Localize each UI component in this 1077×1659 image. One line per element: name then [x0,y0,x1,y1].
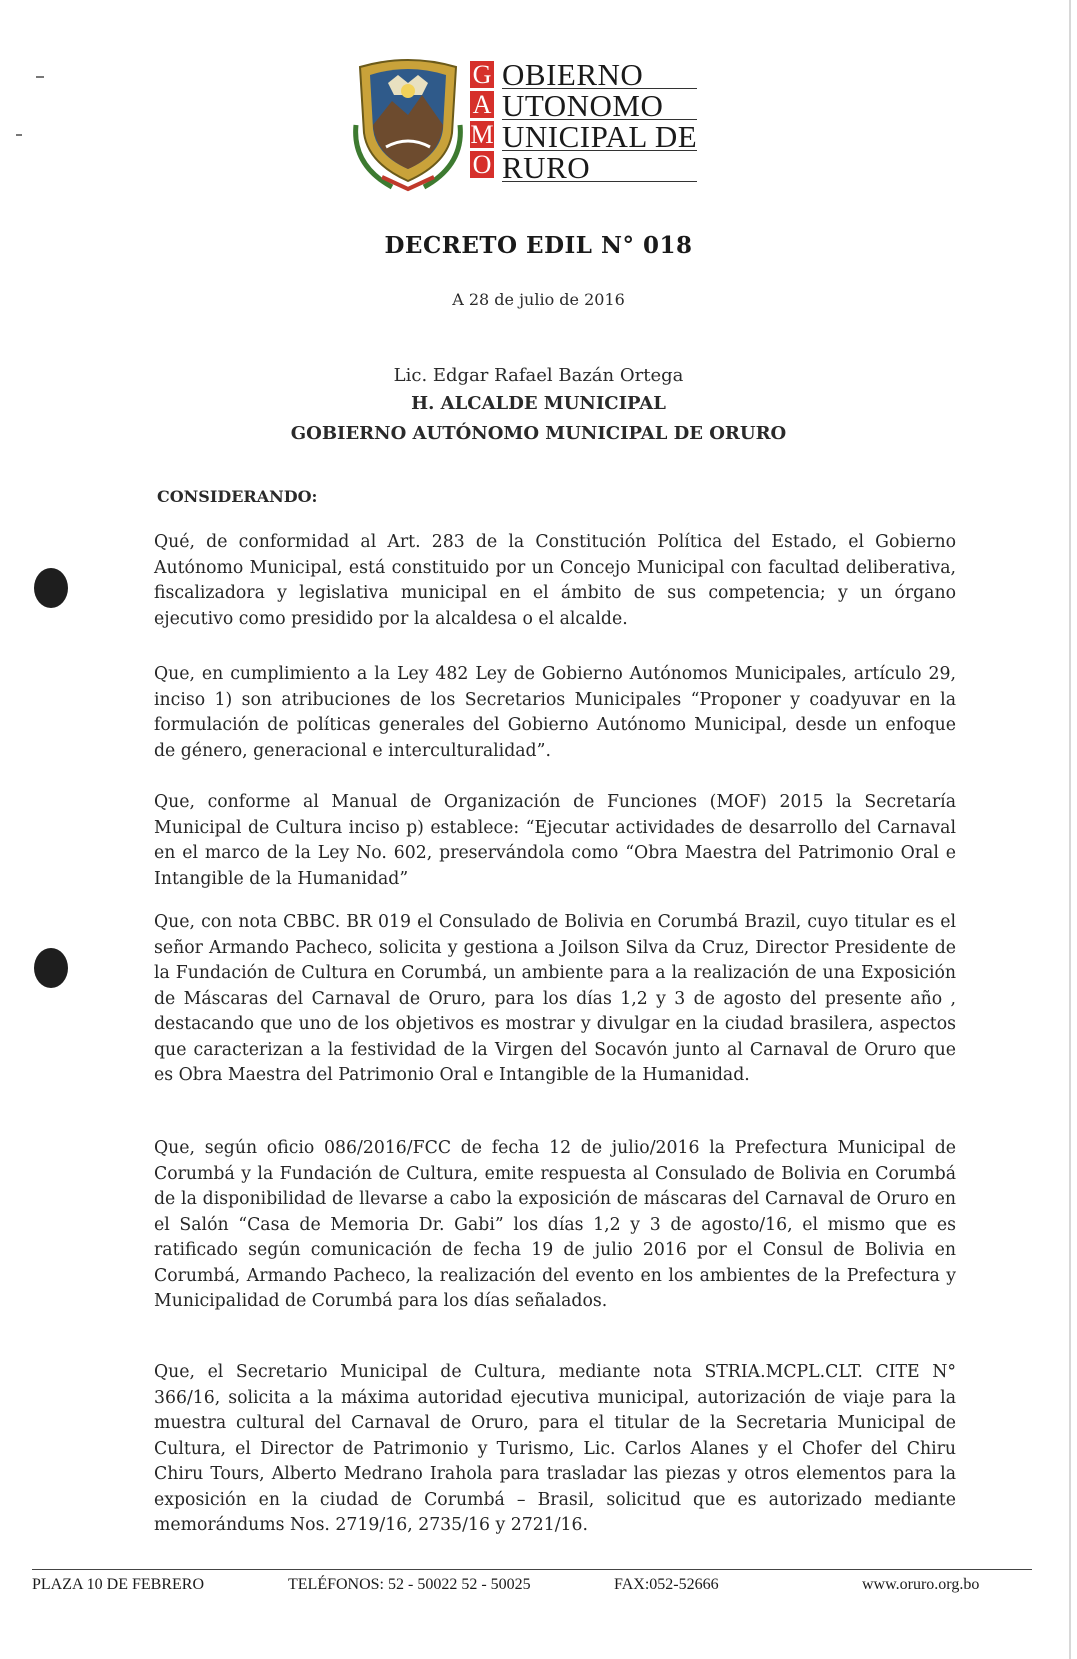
considerando-paragraph: Que, el Secretario Municipal de Cultura, mediante nota STRIA.MCPL.CLT. CITE N° 366/16, solicita a la máxima autoridad ejecutiva municipal, autorización de viaje para la muestra cultural del Carnaval de Oruro, para el titular de la Secretaria Municipal de Cultura, el Director de Patrimonio y Turismo, Lic. Carlos Alanes y el Chofer del Chiru Chiru Tours, Alberto Medrano Irahola para trasladar las piezas y otros elementos para la exposición en la ciudad de Corumbá – Brasil, solicitud que es autorizado mediante memorándums Nos. 2719/16, 2735/16 y 2721/16. [154,1362,956,1535]
coat-of-arms-icon [352,55,464,193]
gamo-letter: M [470,120,494,149]
considerando-paragraph: Que, conforme al Manual de Organización de Funciones (MOF) 2015 la Secretaría Municipal de Cultura inciso p) establece: “Ejecutar actividades de desarrollo del Carnaval en el marco de la Ley No. 602, preservándola como “Obra Maestra del Patrimonio Oral e Intangible de la Humanidad” [154,792,956,889]
gamo-letter: A [470,91,494,118]
authority-organization: GOBIERNO AUTÓNOMO MUNICIPAL DE ORURO [290,423,787,444]
gamo-acronym [470,61,498,181]
punch-hole-bottom [34,948,68,988]
considerando-paragraph: Que, con nota CBBC. BR 019 el Consulado de Bolivia en Corumbá Brazil, cuyo titular es el señor Armando Pacheco, solicita y gestiona a Joilson Silva da Cruz, Director Presidente de la Fundación de Cultura en Corumbá, un ambiente para a la realización de una Exposición de Máscaras del Carnaval de Oruro, para los días 1,2 y 3 de agosto del presente año , destacando que uno de los objetivos es mostrar y divulgar en la ciudad brasilera, aspectos que caracterizan a la festividad de la Virgen del Socavón junto al Carnaval de Oruro que es Obra Maestra del Patrimonio Oral e Intangible de la Humanidad. [154,912,956,1085]
footer-phones: TELÉFONOS: 52 - 50022 52 - 50025 [288,1576,531,1593]
gamo-name [502,57,698,185]
gamo-word: UTONOMO [502,92,697,120]
considerando-paragraph: Que, en cumplimiento a la Ley 482 Ley de Gobierno Autónomos Municipales, artículo 29, inciso 1) son atribuciones de los Secretarios Municipales “Proponer y coadyuvar en la formulación de políticas generales del Gobierno Autónomo Municipal, desde un enfoque de género, generacional e interculturalidad”. [154,664,956,761]
gamo-letter: O [470,151,494,178]
authority-name: Lic. Edgar Rafael Bazán Ortega [393,365,684,386]
footer-address: PLAZA 10 DE FEBRERO [32,1576,205,1593]
authority-role: H. ALCALDE MUNICIPAL [411,393,666,414]
punch-hole-top [34,568,68,608]
section-heading: CONSIDERANDO: [157,487,318,506]
considerando-paragraph: Qué, de conformidad al Art. 283 de la Constitución Política del Estado, el Gobierno Autónomo Municipal, está constituido por un Concejo Municipal con facultad deliberativa, fiscalizadora y legislativa municipal en el ámbito de sus competencia; y un órgano ejecutivo como presidido por la alcaldesa o el alcalde. [154,532,956,629]
scan-speck [16,134,22,136]
considerando-paragraph: Que, según oficio 086/2016/FCC de fecha 12 de julio/2016 la Prefectura Municipal de Corumbá y la Fundación de Cultura, emite respuesta al Consulado de Bolivia en Corumbá de la disponibilidad de llevarse a cabo la exposición de máscaras del Carnaval de Oruro en el Salón “Casa de Memoria Dr. Gabi” los días 1,2 y 3 de agosto/16, el mismo que es ratificado según comunicación de fecha 19 de julio 2016 por el Consul de Bolivia en Corumbá, Armando Pacheco, la realización del evento en los ambientes de la Prefectura y Municipalidad de Corumbá para los días señalados. [154,1138,956,1311]
gamo-word: OBIERNO [502,61,697,89]
letterhead [352,55,732,195]
footer-fax: FAX:052-52666 [614,1576,719,1593]
decree-date: A 28 de julio de 2016 [452,290,625,309]
scan-speck [36,76,44,78]
footer-divider [32,1569,1032,1570]
gamo-word: RURO [502,154,697,182]
decree-title: DECRETO EDIL N° 018 [384,232,693,259]
footer-website: www.oruro.org.bo [862,1576,980,1593]
gamo-letter: G [470,61,494,88]
gamo-word: UNICIPAL DE [502,119,698,154]
